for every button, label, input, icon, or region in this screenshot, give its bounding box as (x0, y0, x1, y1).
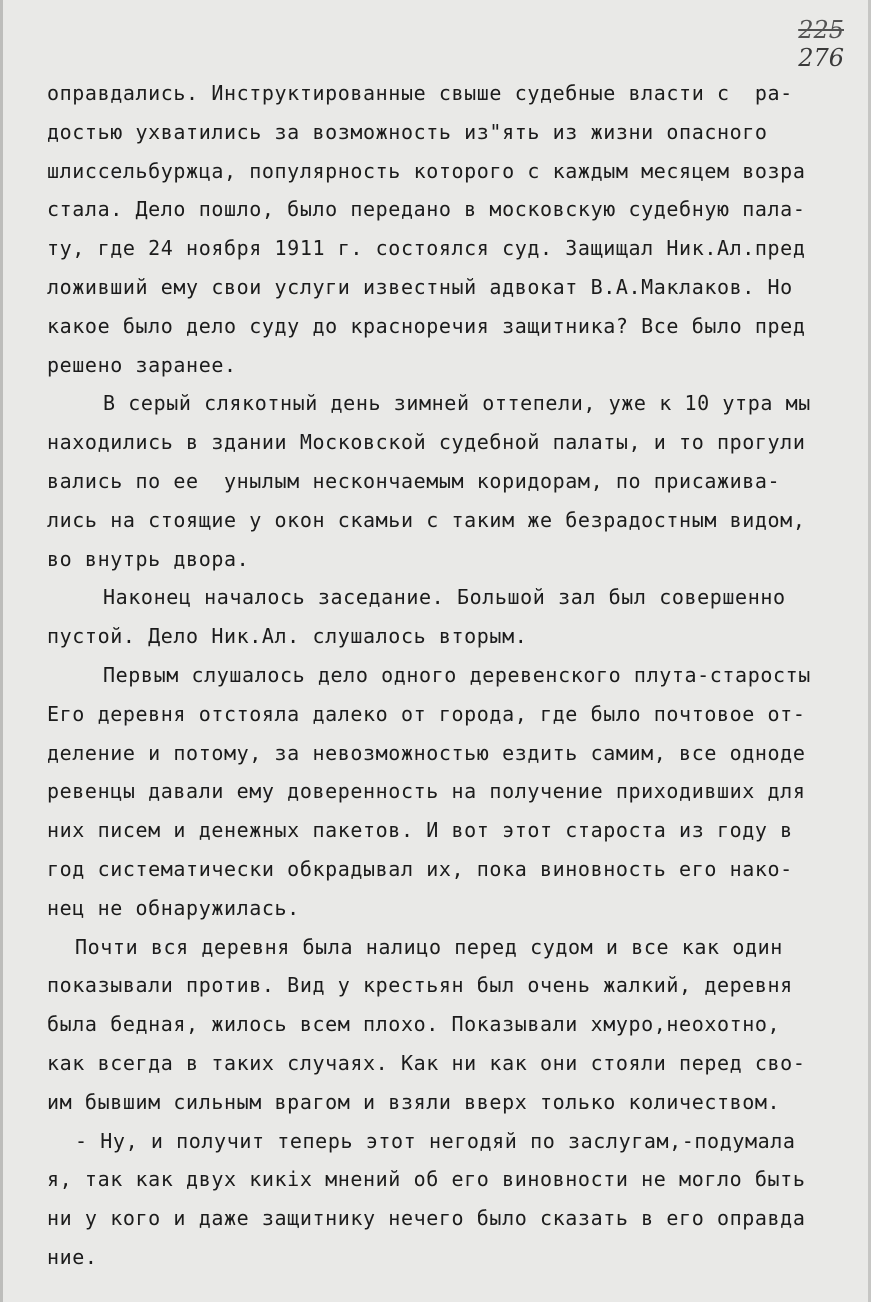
text-line: оправдались. Инструктированные свыше судебные власти с ра- (47, 81, 793, 105)
text-line: стала. Дело пошло, было передано в московскую судебную пала- (47, 197, 806, 222)
text-line: как всегда в таких случаях. Как ни как они стояли перед сво- (47, 1050, 806, 1075)
text-line: ни у кого и даже защитнику нечего было сказать в его оправда (47, 1206, 806, 1231)
text-line: шлиссельбуржца, популярность которого с каждым месяцем возра (47, 158, 806, 183)
text-line: решено заранее. (47, 352, 237, 377)
text-line: я, так как двух кикix мнений об его виновности не могло быть (47, 1167, 806, 1192)
page-number (798, 18, 844, 70)
text-line: ту, где 24 ноября 1911 г. состоялся суд. Защищал Ник.Ал.пред (47, 236, 806, 261)
text-line: какое было дело суду до красноречия защитника? Все было пред (47, 313, 806, 338)
typewritten-text (47, 74, 847, 1277)
paragraph-start-line: Первым слушалось дело одного деревенского плута-старосты (103, 662, 811, 687)
current-page-number: 276 (798, 44, 844, 72)
text-line: им бывшим сильным врагом и взяли вверх только количеством. (47, 1089, 781, 1114)
text-line: год систематически обкрадывал их, пока виновность его нако- (47, 856, 793, 881)
text-line: показывали против. Вид у крестьян был очень жалкий, деревня (47, 973, 793, 998)
text-line: ревенцы давали ему доверенность на получение приходивших для (47, 779, 806, 804)
text-line: ние. (47, 1244, 98, 1269)
text-line: находились в здании Московской судебной палаты, и то прогули (47, 430, 806, 455)
text-line: во внутрь двора. (47, 546, 250, 571)
paragraph-start-line: Наконец началось заседание. Большой зал был совершенно (103, 585, 786, 610)
text-line: достью ухватились за возможность из"ять из жизни опасного (47, 119, 768, 144)
text-line: ложивший ему свои услуги известный адвокат В.А.Маклаков. Но (47, 274, 793, 299)
paragraph-start-line: Почти вся деревня была налицо перед судом и все как один (75, 934, 783, 959)
text-line: нец не обнаружилась. (47, 895, 300, 920)
text-line: была бедная, жилось всем плохо. Показывали хмуро,неохотно, (47, 1012, 781, 1037)
text-line: лись на стоящие у окон скамьи с таким же безрадостным видом, (47, 507, 806, 532)
text-line: вались по ее унылым нескончаемым коридорам, по присаживa- (47, 468, 781, 493)
text-line: пустой. Дело Ник.Ал. слушалось вторым. (47, 624, 528, 649)
text-line: Его деревня отстояла далеко от города, где было почтовое от- (47, 701, 806, 726)
struck-page-number: 225 (798, 16, 844, 44)
text-line: деление и потому, за невозможностью ездить самим, все одноде (47, 740, 806, 765)
paragraph-start-line: В серый слякотный день зимней оттепели, уже к 10 утра мы (103, 391, 811, 416)
text-line: них писем и денежных пакетов. И вот этот староста из году в (47, 818, 793, 843)
paragraph-start-line: - Ну, и получит теперь этот негодяй по заслугам,-подумала (75, 1128, 796, 1153)
